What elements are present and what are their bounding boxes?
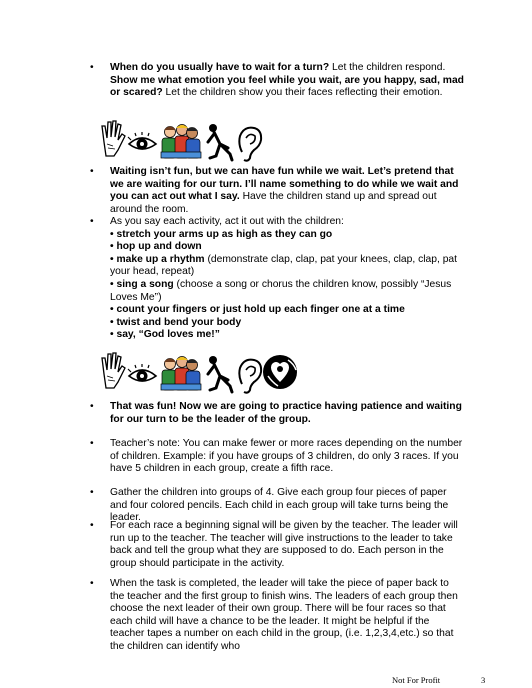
paragraph-teachers-note: • Teacher’s note: You can make fewer or more races depending on the number of children. Example: if you have groups of 3 children, do only 3 races. If you have 5 children in each group, create a fifth race. bbox=[90, 438, 463, 475]
activity-item: • stretch your arms up as high as they can go bbox=[110, 228, 333, 240]
bullet: • bbox=[90, 166, 94, 177]
senses-icon-row-2 bbox=[96, 350, 316, 394]
ear-icon bbox=[239, 128, 261, 161]
body-movement-icon bbox=[208, 124, 232, 160]
body-movement-icon bbox=[208, 356, 232, 392]
activity-list: • As you say each activity, act it out with the children: • stretch your arms up as high as they can go • hop up and down • make up a rhythm (demonstrate clap, clap, pat your knees, clap, clap, pat your head, repeat) • sing a song (choose a song or chorus the children know, possibly “Jesus Loves Me”) • count your fingers or just hold up each finger one at a time • twist and bend your body • say, “God loves me!” bbox=[92, 216, 464, 342]
senses-icon-row bbox=[96, 118, 296, 162]
activity-item: • sing a song (choose a song or chorus the children know, possibly “Jesus Loves Me”) bbox=[110, 278, 452, 303]
paragraph-task-completed: • When the task is completed, the leader will take the piece of paper back to the teacher and the first group to finish wins. The leaders of each group then choose the next leader of their own group. There will be four races so that each child will have a chance to be the leader. It might be helpful if the teacher tapes a number on each child in the group, (i.e. 1,2,3,4,etc.) so that the children can identify who bbox=[90, 578, 458, 652]
paragraph-wait-turn: • When do you usually have to wait for a turn? Let the children respond. Show me what emotion you feel while you wait, are you happy, sad, mad or scared? Let the children show you their faces reflecting their emotion. bbox=[90, 62, 464, 99]
bullet: • bbox=[90, 216, 94, 227]
activity-item: • hop up and down bbox=[110, 241, 202, 253]
children-icon bbox=[161, 357, 201, 391]
footer-text: Not For Profit bbox=[392, 675, 441, 685]
bullet: • bbox=[90, 401, 94, 412]
activity-item: • make up a rhythm (demonstrate clap, clap, pat your knees, clap, clap, pat your head, repeat) bbox=[110, 253, 458, 278]
hand-icon bbox=[102, 121, 125, 156]
activity-item: • count your fingers or just hold up each finger one at a time bbox=[110, 304, 405, 316]
bullet: • bbox=[90, 438, 94, 449]
bullet: • bbox=[90, 487, 94, 498]
paragraph-gather-groups: • Gather the children into groups of 4. Give each group four pieces of paper and four colored pencils. Each child in each group will take turns being the leader. bbox=[90, 487, 449, 524]
heart-globe-icon bbox=[263, 355, 297, 389]
page-number: 3 bbox=[481, 675, 486, 685]
activity-item: • twist and bend your body bbox=[110, 316, 242, 328]
eye-icon bbox=[128, 364, 156, 382]
bullet: • bbox=[90, 520, 94, 531]
hand-icon bbox=[102, 353, 125, 388]
paragraph-practice-patience: • That was fun! Now we are going to practice having patience and waiting for our turn to be the leader of the group. bbox=[90, 401, 462, 425]
paragraph-waiting-fun: • Waiting isn’t fun, but we can have fun while we wait. Let’s pretend that we are waiting for our turn. I’ll name something to do while we wait and you can act out what I say. Have the children stand up and spread out around the room. bbox=[90, 166, 459, 215]
bullet: • bbox=[90, 62, 94, 73]
eye-icon bbox=[128, 132, 156, 150]
bullet: • bbox=[90, 578, 94, 589]
paragraph-race-signal: • For each race a beginning signal will be given by the teacher. The leader will run up to the teacher. The teacher will give instructions to the leader to take back and tell the group what they are supposed to do. Each person in the group should participate in the activity. bbox=[90, 520, 458, 569]
activity-item: • say, “God loves me!” bbox=[110, 329, 220, 341]
children-icon bbox=[161, 125, 201, 159]
ear-icon bbox=[239, 360, 261, 393]
